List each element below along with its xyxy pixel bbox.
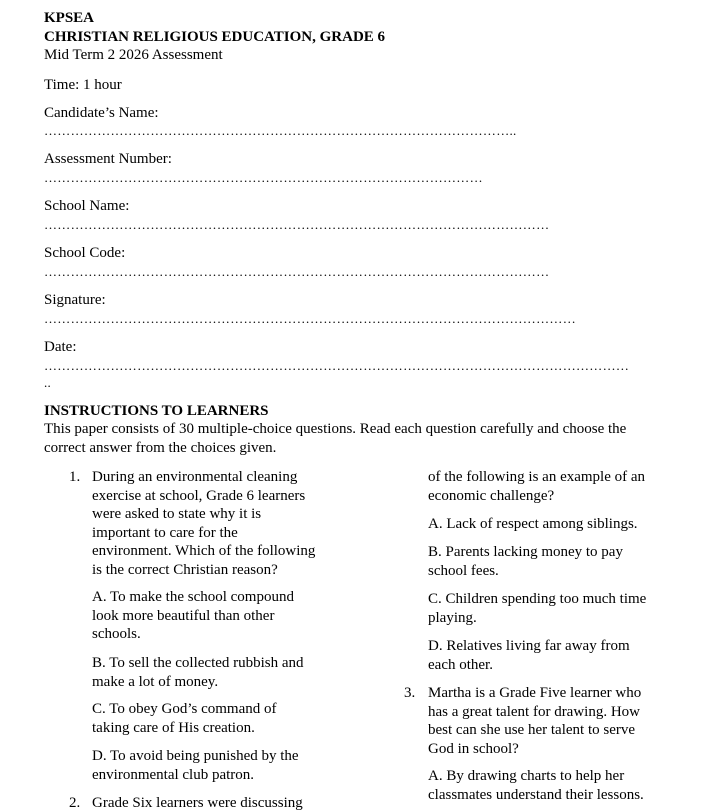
- question-1-option-b[interactable]: [92, 654, 304, 691]
- option-line: school fees.: [428, 562, 499, 579]
- question-3-option-a[interactable]: [428, 767, 644, 804]
- question-2-option-b[interactable]: [428, 543, 623, 580]
- question-2-stem-start: Grade Six learners were discussing: [92, 795, 303, 811]
- q1-line: exercise at school, Grade 6 learners: [92, 487, 306, 504]
- school-code-line[interactable]: ……………………………………………………………………………………………………: [44, 265, 550, 279]
- candidate-name-line[interactable]: ……………………………………………………………………………………………..: [44, 124, 517, 138]
- q1-line: is the correct Christian reason?: [92, 561, 278, 578]
- option-line: A. By drawing charts to help her: [428, 768, 625, 784]
- assessment-number-line[interactable]: ………………………………………………………………………………………: [44, 171, 483, 185]
- option-line: B. To sell the collected rubbish and: [92, 655, 304, 671]
- signature-label: Signature:: [44, 292, 106, 308]
- question-1-option-a[interactable]: [92, 588, 294, 644]
- school-name-label: School Name:: [44, 198, 130, 214]
- instructions-title: INSTRUCTIONS TO LEARNERS: [44, 403, 269, 419]
- question-3-number: 3.: [404, 685, 416, 701]
- option-line: look more beautiful than other: [92, 607, 275, 624]
- school-name-line[interactable]: ……………………………………………………………………………………………………: [44, 218, 550, 232]
- question-2-option-d[interactable]: [428, 637, 630, 674]
- q3-line: best can she use her talent to serve: [428, 722, 636, 739]
- option-line: D. To avoid being punished by the: [92, 748, 299, 764]
- exam-body: KPSEA: [44, 10, 95, 26]
- q3-line: God in school?: [428, 740, 519, 757]
- assessment-number-label: Assessment Number:: [44, 151, 172, 167]
- instructions-line-2: correct answer from the choices given.: [44, 440, 277, 456]
- option-line: B. Parents lacking money to pay: [428, 544, 623, 560]
- question-3-stem: [428, 684, 641, 758]
- q2-line: of the following is an example of an: [428, 469, 646, 485]
- option-line: schools.: [92, 626, 141, 643]
- question-2-option-c[interactable]: [428, 590, 646, 627]
- q3-line: has a great talent for drawing. How: [428, 703, 641, 720]
- question-2-option-a[interactable]: A. Lack of respect among siblings.: [428, 516, 638, 532]
- question-2-stem-continued: [428, 468, 645, 505]
- q2-line: economic challenge?: [428, 487, 555, 504]
- candidate-name-label: Candidate’s Name:: [44, 105, 159, 121]
- q3-line: Martha is a Grade Five learner who: [428, 685, 642, 701]
- option-line: playing.: [428, 609, 477, 626]
- question-1-stem: [92, 468, 352, 580]
- time-allowed: Time: 1 hour: [44, 77, 122, 93]
- q1-line: During an environmental cleaning: [92, 469, 298, 485]
- date-label: Date:: [44, 339, 77, 355]
- question-1-option-d[interactable]: [92, 747, 299, 784]
- q1-line: were asked to state why it is: [92, 506, 262, 523]
- option-line: make a lot of money.: [92, 673, 219, 690]
- option-line: D. Relatives living far away from: [428, 638, 630, 654]
- date-line-continuation: ..: [44, 376, 52, 390]
- instructions-line-1: This paper consists of 30 multiple-choice questions. Read each question carefully and choose the: [44, 421, 627, 437]
- date-line[interactable]: ……………………………………………………………………………………………………………………: [44, 359, 630, 373]
- option-line: environmental club patron.: [92, 766, 255, 783]
- question-1-option-c[interactable]: [92, 700, 277, 737]
- assessment-title: Mid Term 2 2026 Assessment: [44, 47, 223, 63]
- q1-line: environment. Which of the following: [92, 543, 316, 560]
- option-line: classmates understand their lessons.: [428, 786, 644, 803]
- option-line: C. Children spending too much time: [428, 591, 647, 607]
- option-line: C. To obey God’s command of: [92, 701, 277, 717]
- signature-line[interactable]: …………………………………………………………………………………………………………: [44, 312, 576, 326]
- option-line: taking care of His creation.: [92, 719, 255, 736]
- subject-title: CHRISTIAN RELIGIOUS EDUCATION, GRADE 6: [44, 29, 386, 45]
- option-line: each other.: [428, 656, 493, 673]
- school-code-label: School Code:: [44, 245, 126, 261]
- option-line: A. To make the school compound: [92, 589, 294, 605]
- question-1-number: 1.: [69, 469, 81, 485]
- q1-line: important to care for the: [92, 524, 238, 541]
- question-2-number: 2.: [69, 795, 81, 811]
